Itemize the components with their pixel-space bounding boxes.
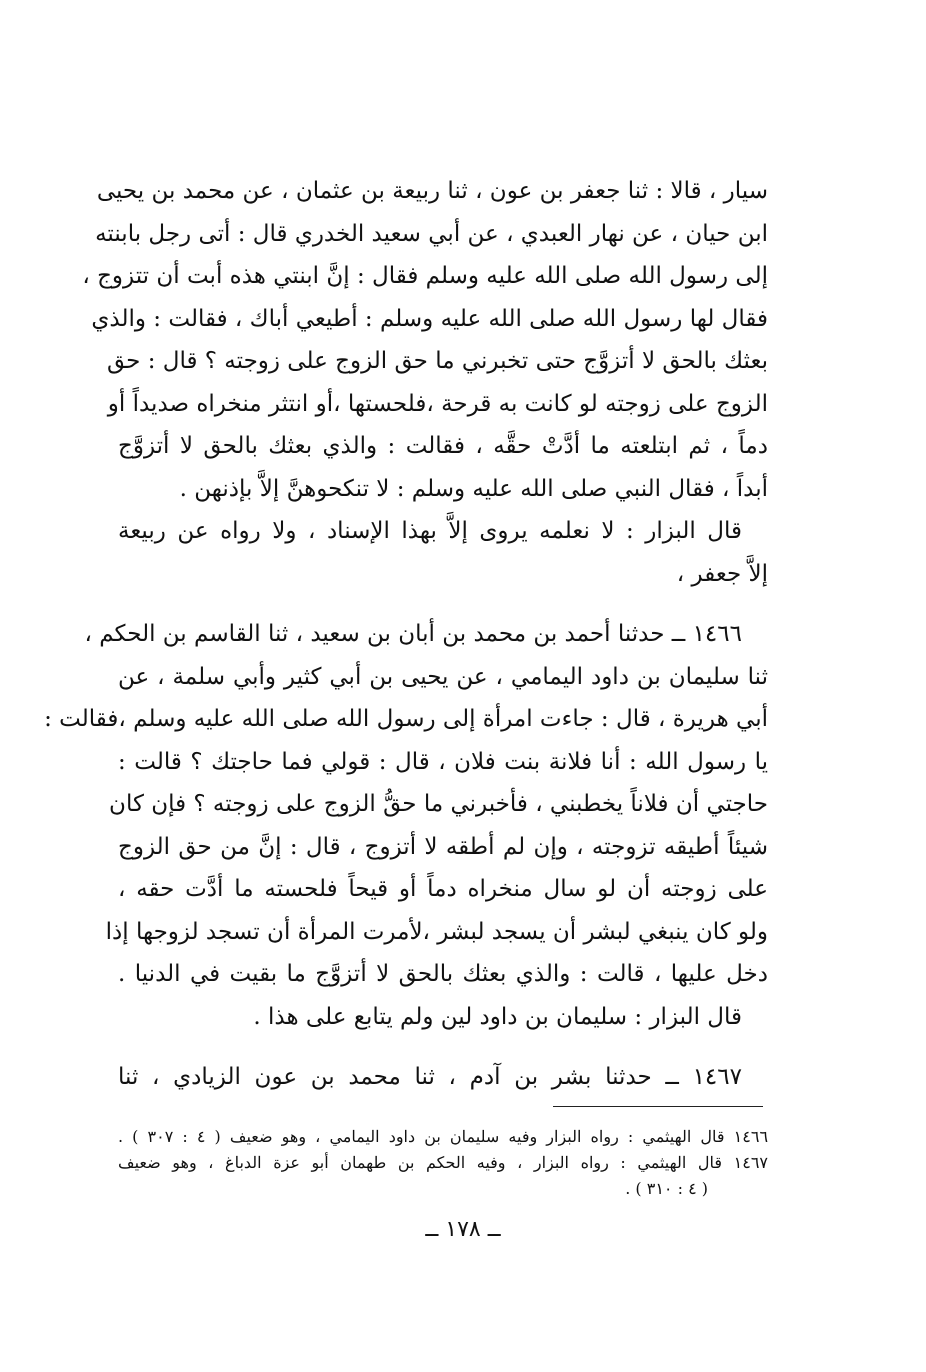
text-line: دماً ، ثم ابتلعته ما أدَّتْ حقَّه ، فقالت : والذي بعثك بالحق لا أتزوَّج bbox=[118, 433, 768, 459]
text-line: ولو كان ينبغي لبشر أن يسجد لبشر ،لأمرت المرأة أن تسجد لزوجها إذا bbox=[105, 918, 768, 945]
footnote-divider bbox=[553, 1106, 763, 1107]
footnote-line: ١٤٦٦ قال الهيثمي : رواه البزار وفيه سليمان بن داود اليمامي ، وهو ضعيف ( ٤ : ٣٠٧ ) . bbox=[118, 1127, 769, 1146]
text-line: إلى رسول الله صلى الله عليه وسلم فقال : إنَّ ابنتي هذه أبت أن تتزوج ، bbox=[82, 263, 768, 289]
text-line: أبي هريرة ، قال : جاءت امرأة إلى رسول الله صلى الله عليه وسلم ،فقالت : bbox=[44, 706, 768, 732]
text-line: أبداً ، فقال النبي صلى الله عليه وسلم : لا تنكحوهنَّ إلاَّ بإذنهن . bbox=[179, 475, 768, 502]
page-number: ــ ١٧٨ ــ bbox=[425, 1217, 501, 1242]
text-line: فقال لها رسول الله صلى الله عليه وسلم : أطيعي أباك ، فقالت : والذي bbox=[91, 305, 768, 332]
text-line: سيار ، قالا : ثنا جعفر بن عون ، ثنا ربيعة بن عثمان ، عن محمد بن يحيى bbox=[96, 178, 768, 204]
text-line: شيئاً أطيقه تزوجته ، وإن لم أطقه لا أتزوج ، قال : إنَّ من حق الزوج bbox=[118, 833, 768, 860]
text-line: على زوجته أن لو سال منخراه دماً أو قيحاً فلحسته ما أدَّت حقه ، bbox=[118, 876, 768, 902]
text-line: دخل عليها ، قالت : والذي بعثك بالحق لا أتزوَّج ما بقيت في الدنيا . bbox=[118, 961, 768, 987]
text-line: يا رسول الله : أنا فلانة بنت فلان ، قال : قولي فما حاجتك ؟ قالت : bbox=[118, 748, 768, 775]
hadith-1467-start: ١٤٦٧ ــ حدثنا بشر بن آدم ، ثنا محمد بن عون الزيادي ، ثنا bbox=[118, 1064, 742, 1090]
text-line: ثنا سليمان بن داود اليمامي ، عن يحيى بن أبي كثير وأبي سلمة ، عن bbox=[118, 663, 768, 690]
main-text-block bbox=[44, 170, 768, 1099]
text-line: إلاَّ جعفر ، bbox=[676, 560, 768, 587]
text-line: بعثك بالحق لا أتزوَّج حتى تخبرني ما حق الزوج على زوجته ؟ قال : حق bbox=[106, 348, 768, 374]
text-line: قال البزار : لا نعلمه يروى إلاَّ بهذا الإسناد ، ولا رواه عن ربيعة bbox=[118, 518, 742, 544]
footnote-line: ١٤٦٧ قال الهيثمي : رواه البزار ، وفيه الحكم بن طهمان أبو عزة الدباغ ، وهو ضعيف bbox=[118, 1153, 768, 1172]
text-line: ابن حيان ، عن نهار العبدي ، عن أبي سعيد الخدري قال : أتى رجل بابنته bbox=[95, 220, 768, 247]
text-line: قال البزار : سليمان بن داود لين ولم يتابع على هذا . bbox=[253, 1003, 742, 1030]
text-line: الزوج على زوجته لو كانت به قرحة ،فلحستها ،أو انتثر منخراه صديداً أو bbox=[107, 390, 768, 417]
footnotes-block bbox=[118, 1124, 768, 1202]
hadith-1466-start: ١٤٦٦ ــ حدثنا أحمد بن محمد بن أبان بن سعيد ، ثنا القاسم بن الحكم ، bbox=[84, 621, 742, 647]
footnote-line: ( ٤ : ٣١٠ ) . bbox=[625, 1179, 708, 1198]
text-line: حاجتي أن فلاناً يخطبني ، فأخبرني ما حقُّ الزوج على زوجته ؟ فإن كان bbox=[109, 791, 768, 817]
